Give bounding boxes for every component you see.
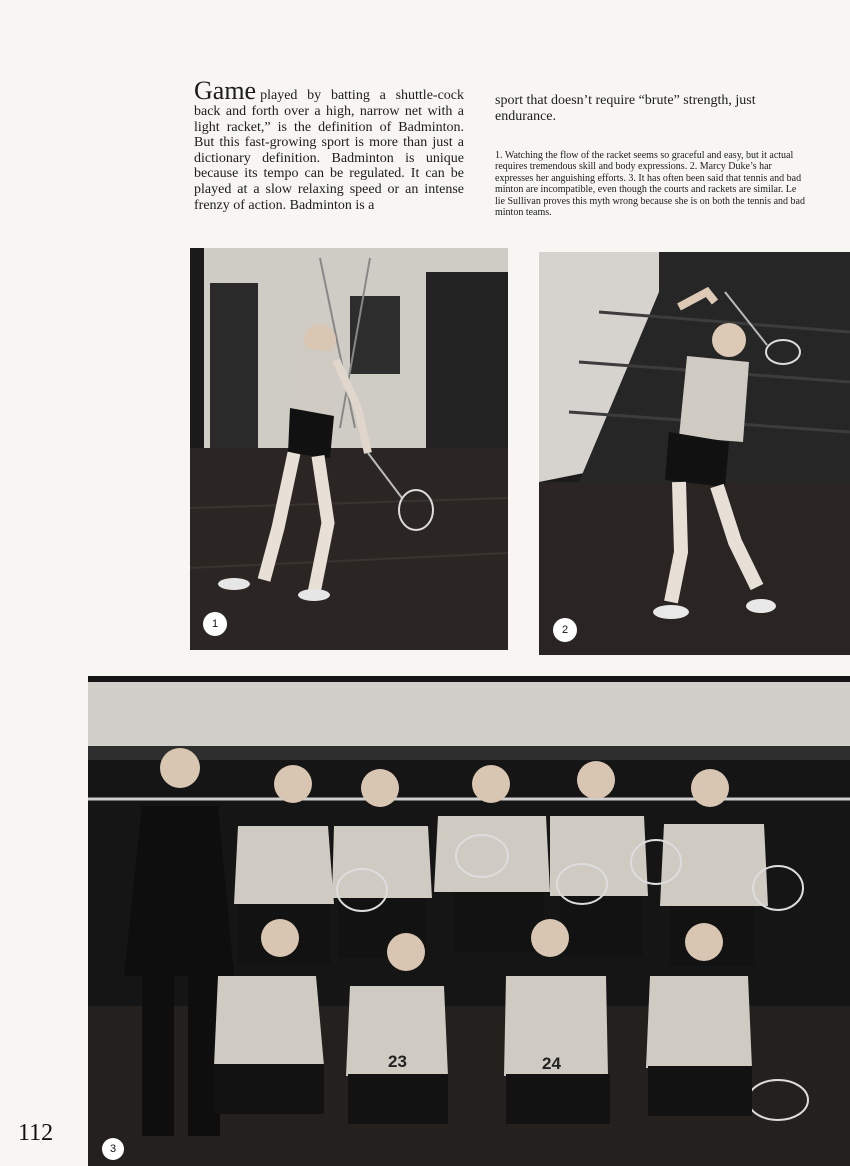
caption-line: expresses her anguishing efforts. 3. It has often been said that tennis and bad <box>495 172 802 184</box>
photo-captions <box>495 150 850 218</box>
caption-line: requires tremendous skill and body expressions. 2. Marcy Duke’s har <box>495 161 772 173</box>
photo-3-illustration <box>88 676 850 1166</box>
photo-1-player-swing <box>190 248 508 650</box>
intro-continuation: sport that doesn’t require “brute” strength, just endurance. <box>495 93 756 124</box>
caption-line: minton are incompatible, even though the courts and rackets are similar. Le <box>495 184 797 196</box>
photo-1-number-badge: 1 <box>203 612 227 636</box>
photo-2-number-badge: 2 <box>553 618 577 642</box>
intro-paragraph: played by batting a shuttle-cock back and forth over a high, narrow net with a light racket,” is the definition of Badminton. But this fast-growing sport is more than just a dictionary definition. Badminton is unique because its tempo can be regulated. It can be played at a slow relaxing speed or an intense frenzy of action. Badminton is a <box>194 88 464 213</box>
photo-2-player-overhead <box>539 252 850 655</box>
jersey-number: 23 <box>388 1052 407 1071</box>
intro-lead-word: Game <box>194 76 257 105</box>
caption-line: 1. Watching the flow of the racket seems so graceful and easy, but it actual <box>495 150 794 161</box>
caption-line: minton teams. <box>495 207 552 219</box>
jersey-number: 24 <box>542 1054 561 1073</box>
photo-2-illustration <box>539 252 850 655</box>
page-number: 112 <box>18 1120 54 1146</box>
photo-3-number-badge: 3 <box>102 1138 124 1160</box>
intro-column-left <box>194 78 464 213</box>
caption-line: lie Sullivan proves this myth wrong because she is on both the tennis and bad <box>495 195 805 207</box>
photo-1-illustration <box>190 248 508 650</box>
photo-3-team-portrait <box>88 676 850 1166</box>
